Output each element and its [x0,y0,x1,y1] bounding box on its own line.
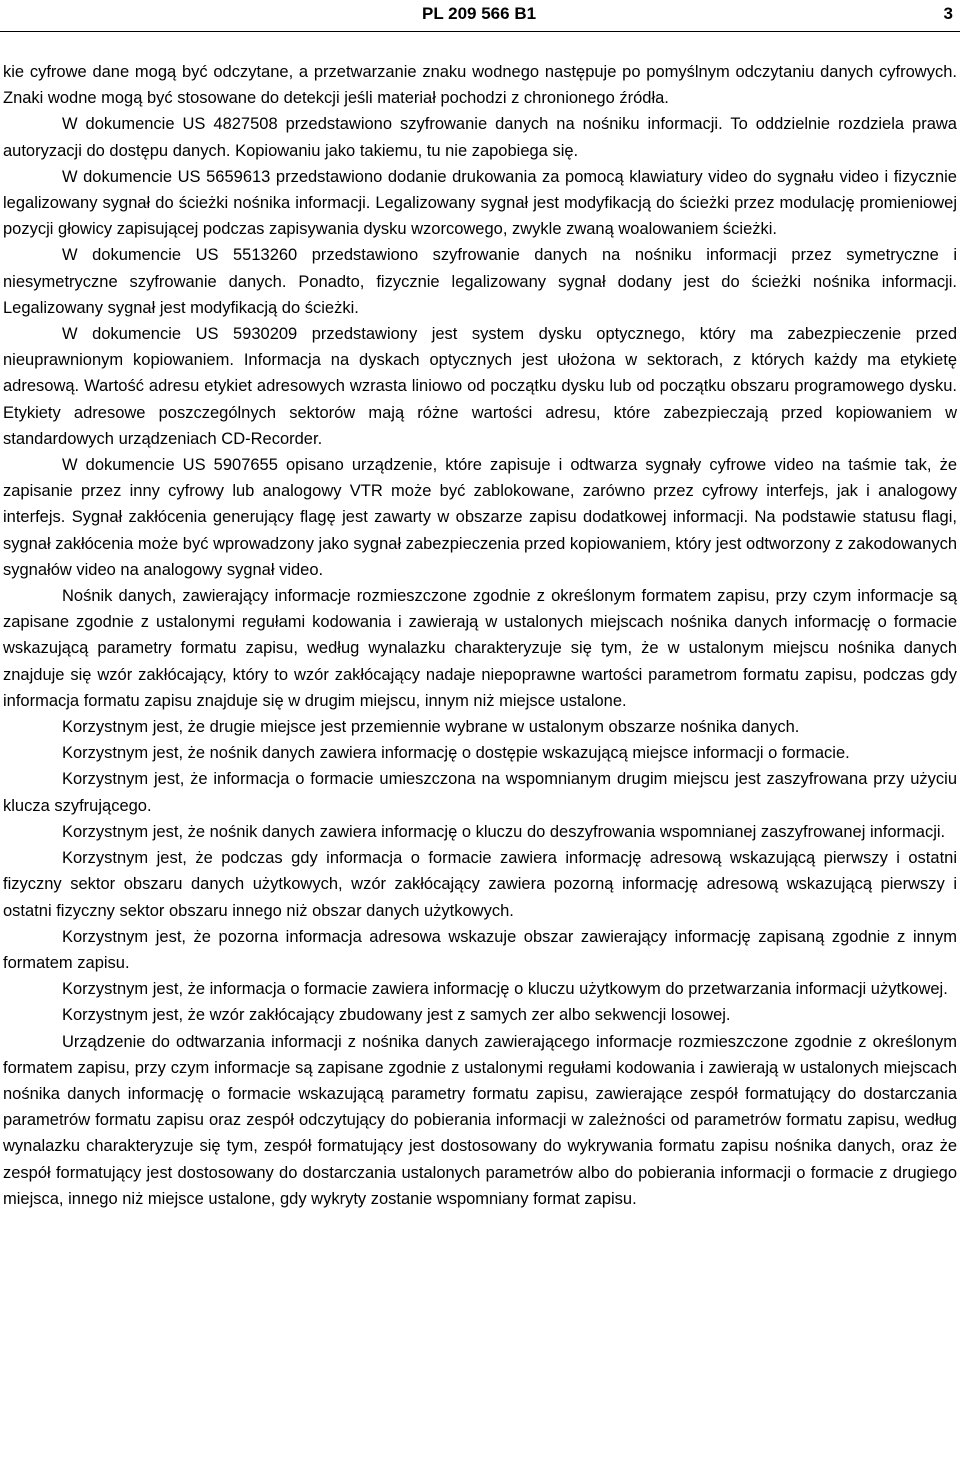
paragraph-continuation: kie cyfrowe dane mogą być odczytane, a przetwarzanie znaku wodnego następuje po pomyślnym odczytaniu danych cyfrowych. Znaki wodne mogą być stosowane do detekcji jeśli materiał pochodzi z chronionego źródła. [3,63,957,108]
paragraph-advantage: Korzystnym jest, że podczas gdy informacja o formacie zawiera informację adresową wskazującą pierwszy i ostatni fizyczny sektor obszaru danych użytkowych, wzór zakłócający zawiera pozorną informację adresową wskazującą pierwszy i ostatni fizyczny sektor obszaru innego niż obszar danych użytkowych. [3,849,957,920]
paragraph-us4827508: W dokumencie US 4827508 przedstawiono szyfrowanie danych na nośniku informacji. To oddzielnie rozdziela prawa autoryzacji do dostępu danych. Kopiowaniu jako takiemu, tu nie zapobiega się. [3,115,957,160]
page-header [0,2,960,26]
paragraph-advantage: Korzystnym jest, że wzór zakłócający zbudowany jest z samych zer albo sekwencji losowej. [62,1006,731,1025]
paragraph-advantage: Korzystnym jest, że drugie miejsce jest przemiennie wybrane w ustalonym obszarze nośnika danych. [62,718,800,737]
paragraph-us5659613: W dokumencie US 5659613 przedstawiono dodanie drukowania za pomocą klawiatury video do sygnału video i fizycznie legalizowany sygnał do ścieżki nośnika informacji. Legalizowany sygnał jest modyfikacją do ścieżki przez modulację promieniowej pozycji głowicy zapisującej podczas zapisywania dysku wzorcowego, zwykle zwaną woalowaniem ścieżki. [3,167,957,239]
paragraph-advantage: Korzystnym jest, że pozorna informacja adresowa wskazuje obszar zawierający informację zapisaną zgodnie z innym formatem zapisu. [3,927,957,972]
paragraph-data-carrier-claim: Nośnik danych, zawierający informacje rozmieszczone zgodnie z określonym formatem zapisu, przy czym informacje są zapisane zgodnie z ustalonymi regułami kodowania i zawierają w ustalonych miejscach nośnika danych informację o formacie wskazującą parametry formatu zapisu, według wynalazku charakteryzuje się tym, że w ustalonym miejscu nośnika danych znajduje się wzór zakłócający, który to wzór zakłócający nadaje niepoprawne wartości parametrom formatu zapisu, podczas gdy informacja formatu zapisu znajduje się w drugim miejscu, innym niż miejsce ustalone. [3,587,957,710]
paragraph-device-claim: Urządzenie do odtwarzania informacji z nośnika danych zawierającego informacje rozmieszczone zgodnie z określonym formatem zapisu, przy czym informacje są zapisane zgodnie z ustalonymi regułami kodowania i zawierają w ustalonych miejscach nośnika danych informację o formacie wskazującą parametry formatu zapisu, zawierające zespół formatujący do dostarczania parametrów formatu zapisu oraz zespół odczytujący do pobierania informacji w zależności od parametrów formatu zapisu, według wynalazku charakteryzuje się tym, zespół formatujący jest dostosowany do wykrywania formatu zapisu nośnika danych, oraz że zespół formatujący jest dostosowany do dostarczania ustalonych parametrów albo do pobierania informacji o formacie z drugiego miejsca, innego niż miejsce ustalone, gdy wykryty zostanie wspomniany format zapisu. [3,1032,957,1208]
publication-number: PL 209 566 B1 [422,4,537,23]
header-divider [0,31,960,32]
paragraph-advantage: Korzystnym jest, że nośnik danych zawiera informację o dostępie wskazującą miejsce informacji o formacie. [62,744,850,763]
paragraph-advantage: Korzystnym jest, że informacja o formacie zawiera informację o kluczu użytkowym do przetwarzania informacji użytkowej. [62,980,948,999]
paragraph-us5907655: W dokumencie US 5907655 opisano urządzenie, które zapisuje i odtwarza sygnały cyfrowe video na taśmie tak, że zapisanie przez inny cyfrowy lub analogowy VTR może być zablokowane, zarówno przez cyfrowy interfejs, jak i analogowy interfejs. Sygnał zakłócenia generujący flagę jest zawarty w obszarze zapisu dodatkowej informacji. Na podstawie statusu flagi, sygnał zakłócenia może być wprowadzony jako sygnał zabezpieczenia przed kopiowaniem, który jest odtworzony z zakodowanych sygnałów video na analogowy sygnał video. [3,456,957,579]
page-number: 3 [943,4,953,23]
paragraph-advantage: Korzystnym jest, że nośnik danych zawiera informację o kluczu do deszyfrowania wspomnianej zaszyfrowanej informacji. [62,822,946,841]
paragraph-us5513260: W dokumencie US 5513260 przedstawiono szyfrowanie danych na nośniku informacji przez symetryczne i niesymetryczne szyfrowanie danych. Ponadto, fizycznie legalizowany sygnał dodany jest do ścieżki nośnika informacji. Legalizowany sygnał jest modyfikacją do ścieżki. [3,246,957,317]
document-body [3,59,957,1212]
paragraph-advantage: Korzystnym jest, że informacja o formacie umieszczona na wspomnianym drugim miejscu jest zaszyfrowana przy użyciu klucza szyfrującego. [3,770,957,815]
paragraph-us5930209: W dokumencie US 5930209 przedstawiony jest system dysku optycznego, który ma zabezpieczenie przed nieuprawnionym kopiowaniem. Informacja na dyskach optycznych jest ułożona w sektorach, z których każdy ma etykietę adresową. Wartość adresu etykiet adresowych wzrasta liniowo od początku dysku lub od początku obszaru programowego dysku. Etykiety adresowe poszczególnych sektorów mają różne wartości adresu, które zabezpieczają przed kopiowaniem w standardowych urządzeniach CD-Recorder. [3,325,957,448]
